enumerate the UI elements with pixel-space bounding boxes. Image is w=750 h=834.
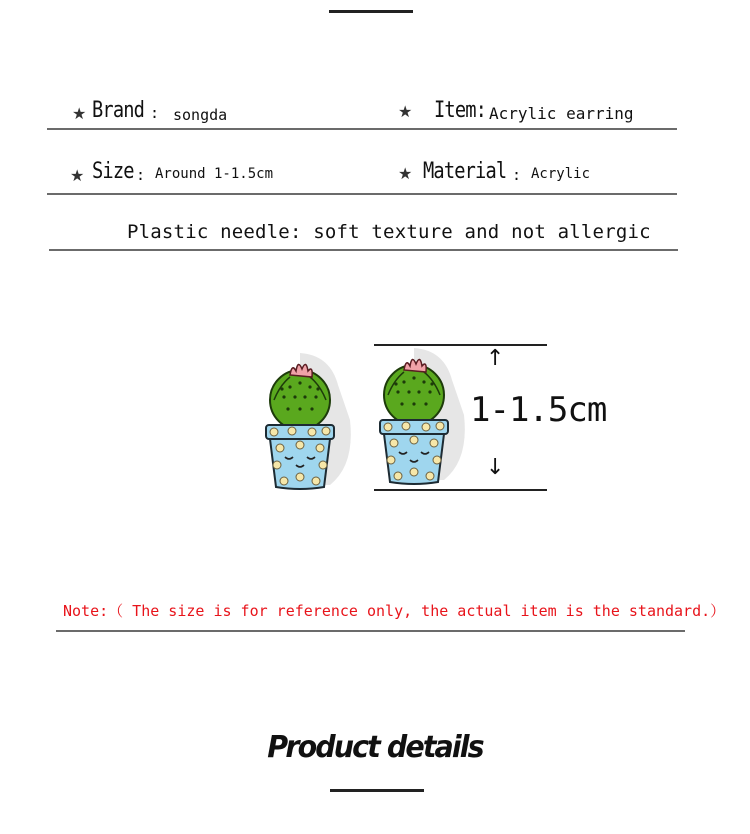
star-icon: ★ [72,104,87,123]
note-divider [56,630,685,632]
material-label: Material [423,159,507,184]
row-divider [47,193,677,195]
dimension-top-line [374,344,547,346]
material-separator: : [512,166,522,184]
size-separator: : [136,166,146,184]
brand-value: songda [173,106,228,124]
star-icon: ★ [398,102,413,121]
item-label: Item: [434,98,487,123]
cactus-earring-image [255,340,485,500]
star-icon: ★ [398,164,413,183]
brand-label: Brand [92,98,145,123]
size-value: Around 1-1.5cm [155,166,274,182]
reference-note: Note:（ The size is for reference only, the actual item is the standard.） [63,602,726,620]
needle-description: Plastic needle: soft texture and not allergic [127,221,651,243]
dimension-label: 1-1.5cm [470,390,607,430]
section-title: Product details [267,730,483,765]
size-label: Size [92,159,134,184]
bottom-divider-bar [330,789,424,792]
top-divider-bar [329,10,413,13]
row-divider [49,249,678,251]
star-icon: ★ [70,166,85,185]
dimension-bottom-line [374,489,547,491]
down-arrow-icon: ↓ [486,455,505,480]
up-arrow-icon: ↑ [486,346,505,371]
row-divider [47,128,677,130]
material-value: Acrylic [531,166,591,182]
item-value: Acrylic earring [489,104,634,123]
brand-separator: : [150,104,160,122]
